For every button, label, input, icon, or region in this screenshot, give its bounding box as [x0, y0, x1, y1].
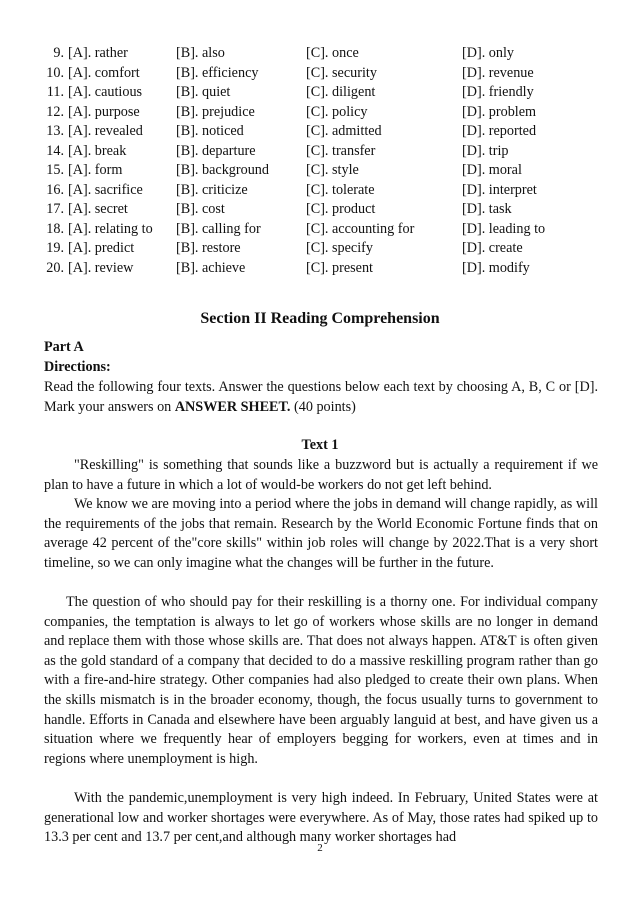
question-number: 19.: [46, 240, 64, 256]
option-a: [A]. predict: [68, 240, 135, 256]
option-row: [0, 259, 640, 279]
question-number: 15.: [46, 162, 64, 178]
option-a: [A]. cautious: [68, 84, 143, 100]
option-a: [A]. review: [68, 259, 134, 276]
option-a: [A]. rather: [68, 45, 128, 61]
option-row: [0, 181, 640, 201]
option-b: [B]. prejudice: [176, 103, 255, 120]
option-d: [D]. interpret: [462, 181, 537, 198]
option-a: [A]. secret: [68, 201, 128, 217]
option-b: [B]. restore: [176, 240, 241, 256]
section-title: Section II Reading Comprehension: [200, 310, 440, 327]
option-d: [D]. problem: [462, 103, 537, 120]
option-a: [A]. form: [68, 162, 123, 178]
question-number: 13.: [46, 123, 64, 139]
option-c: [C]. once: [306, 45, 359, 61]
question-number: 14.: [46, 142, 64, 159]
option-a: [A]. break: [68, 142, 127, 159]
option-c: [C]. present: [306, 259, 373, 276]
paragraph-4: With the pandemic,unemployment is very high indeed. In February, United States were at generational low and worker shortages were everywhere. As of May, those rates had spiked up to 13.3 per cent and 13.7 per cent,and although many worker shortages had: [44, 790, 598, 846]
page-number: 2: [317, 842, 323, 854]
option-b: [B]. calling for: [176, 220, 261, 237]
question-number: 12.: [46, 103, 64, 120]
option-c: [C]. specify: [306, 240, 373, 256]
paragraph-1: "Reskilling" is something that sounds like a buzzword but is actually a requirement if we plan to have a future in which a lot of would-be workers do not get left behind.: [44, 457, 598, 493]
option-d: [D]. trip: [462, 142, 509, 159]
paragraph-2: We know we are moving into a period where the jobs in demand will change rapidly, as will the requirements of the jobs that remain. Research by the World Economic Fortune finds that on average 42 percent of the"core skills" within job roles will change by 2022.That is a very short timeline, so we can only imagine what the changes will be further in the future.: [44, 496, 598, 571]
option-b: [B]. also: [176, 45, 225, 61]
option-d: [D]. task: [462, 201, 512, 217]
option-row: [0, 44, 640, 64]
option-a: [A]. purpose: [68, 103, 140, 120]
question-number: 16.: [46, 181, 64, 198]
option-d: [D]. leading to: [462, 220, 546, 237]
directions-text-pre: Read the following four texts. Answer the questions below each text by choosing A, B, C or [D]. Mark your answers on: [44, 379, 598, 415]
option-row: [0, 64, 640, 84]
option-c: [C]. tolerate: [306, 181, 375, 198]
option-row: [0, 122, 640, 142]
option-row: [0, 103, 640, 123]
option-c: [C]. transfer: [306, 142, 376, 159]
option-b: [B]. efficiency: [176, 64, 259, 81]
option-row: [0, 200, 640, 220]
option-d: [D]. modify: [462, 259, 530, 276]
option-b: [B]. criticize: [176, 181, 248, 198]
question-number: 18.: [46, 220, 64, 237]
option-b: [B]. cost: [176, 201, 225, 217]
option-c: [C]. accounting for: [306, 220, 415, 237]
option-row: [0, 220, 640, 240]
question-number: 9.: [53, 45, 64, 61]
option-b: [B]. departure: [176, 142, 256, 159]
option-a: [A]. relating to: [68, 220, 153, 237]
paragraph-3: The question of who should pay for their reskilling is a thorny one. For individual company companies, the temptation is always to let go of workers whose skills are no longer in demand and replace them with those whose skills are. That does not always happen. AT&T is often given as the gold standard of a company that decided to do a massive reskilling program rather than go with a fire-and-hire strategy. Other companies had also pledged to create their own plans. When the skills mismatch is in the broader economy, though, the focus usually turns to government to handle. Efforts in Canada and elsewhere have been arguably languid at best, and have given us a situation where we frequently hear of employers begging for workers, even at times and in regions where unemployment is high.: [44, 594, 598, 767]
option-d: [D]. moral: [462, 162, 522, 178]
option-c: [C]. diligent: [306, 84, 376, 100]
option-c: [C]. product: [306, 201, 376, 217]
option-row: [0, 142, 640, 162]
question-number: 11.: [46, 84, 64, 100]
question-number: 17.: [46, 201, 64, 217]
option-c: [C]. admitted: [306, 123, 382, 139]
option-a: [A]. comfort: [68, 64, 140, 81]
directions-label: Directions:: [44, 359, 111, 375]
option-b: [B]. achieve: [176, 259, 246, 276]
question-number: 20.: [46, 259, 64, 276]
option-d: [D]. create: [462, 240, 523, 256]
option-row: [0, 83, 640, 103]
option-c: [C]. policy: [306, 103, 368, 120]
option-row: [0, 239, 640, 259]
option-d: [D]. friendly: [462, 84, 534, 100]
text-title: Text 1: [301, 437, 339, 453]
option-a: [A]. revealed: [68, 123, 143, 139]
question-number: 10.: [46, 64, 64, 81]
option-a: [A]. sacrifice: [68, 181, 143, 198]
option-b: [B]. quiet: [176, 84, 231, 100]
answer-options-grid: [0, 44, 640, 278]
option-d: [D]. reported: [462, 123, 537, 139]
option-b: [B]. background: [176, 162, 269, 178]
part-label: Part A: [44, 339, 84, 355]
option-c: [C]. style: [306, 162, 359, 178]
option-d: [D]. only: [462, 45, 515, 61]
option-c: [C]. security: [306, 64, 377, 81]
directions-text: [44, 378, 598, 417]
directions-text-post: (40 points): [290, 398, 356, 415]
answer-sheet-label: ANSWER SHEET.: [174, 398, 291, 415]
option-row: [0, 161, 640, 181]
option-b: [B]. noticed: [176, 123, 244, 139]
option-d: [D]. revenue: [462, 64, 534, 81]
